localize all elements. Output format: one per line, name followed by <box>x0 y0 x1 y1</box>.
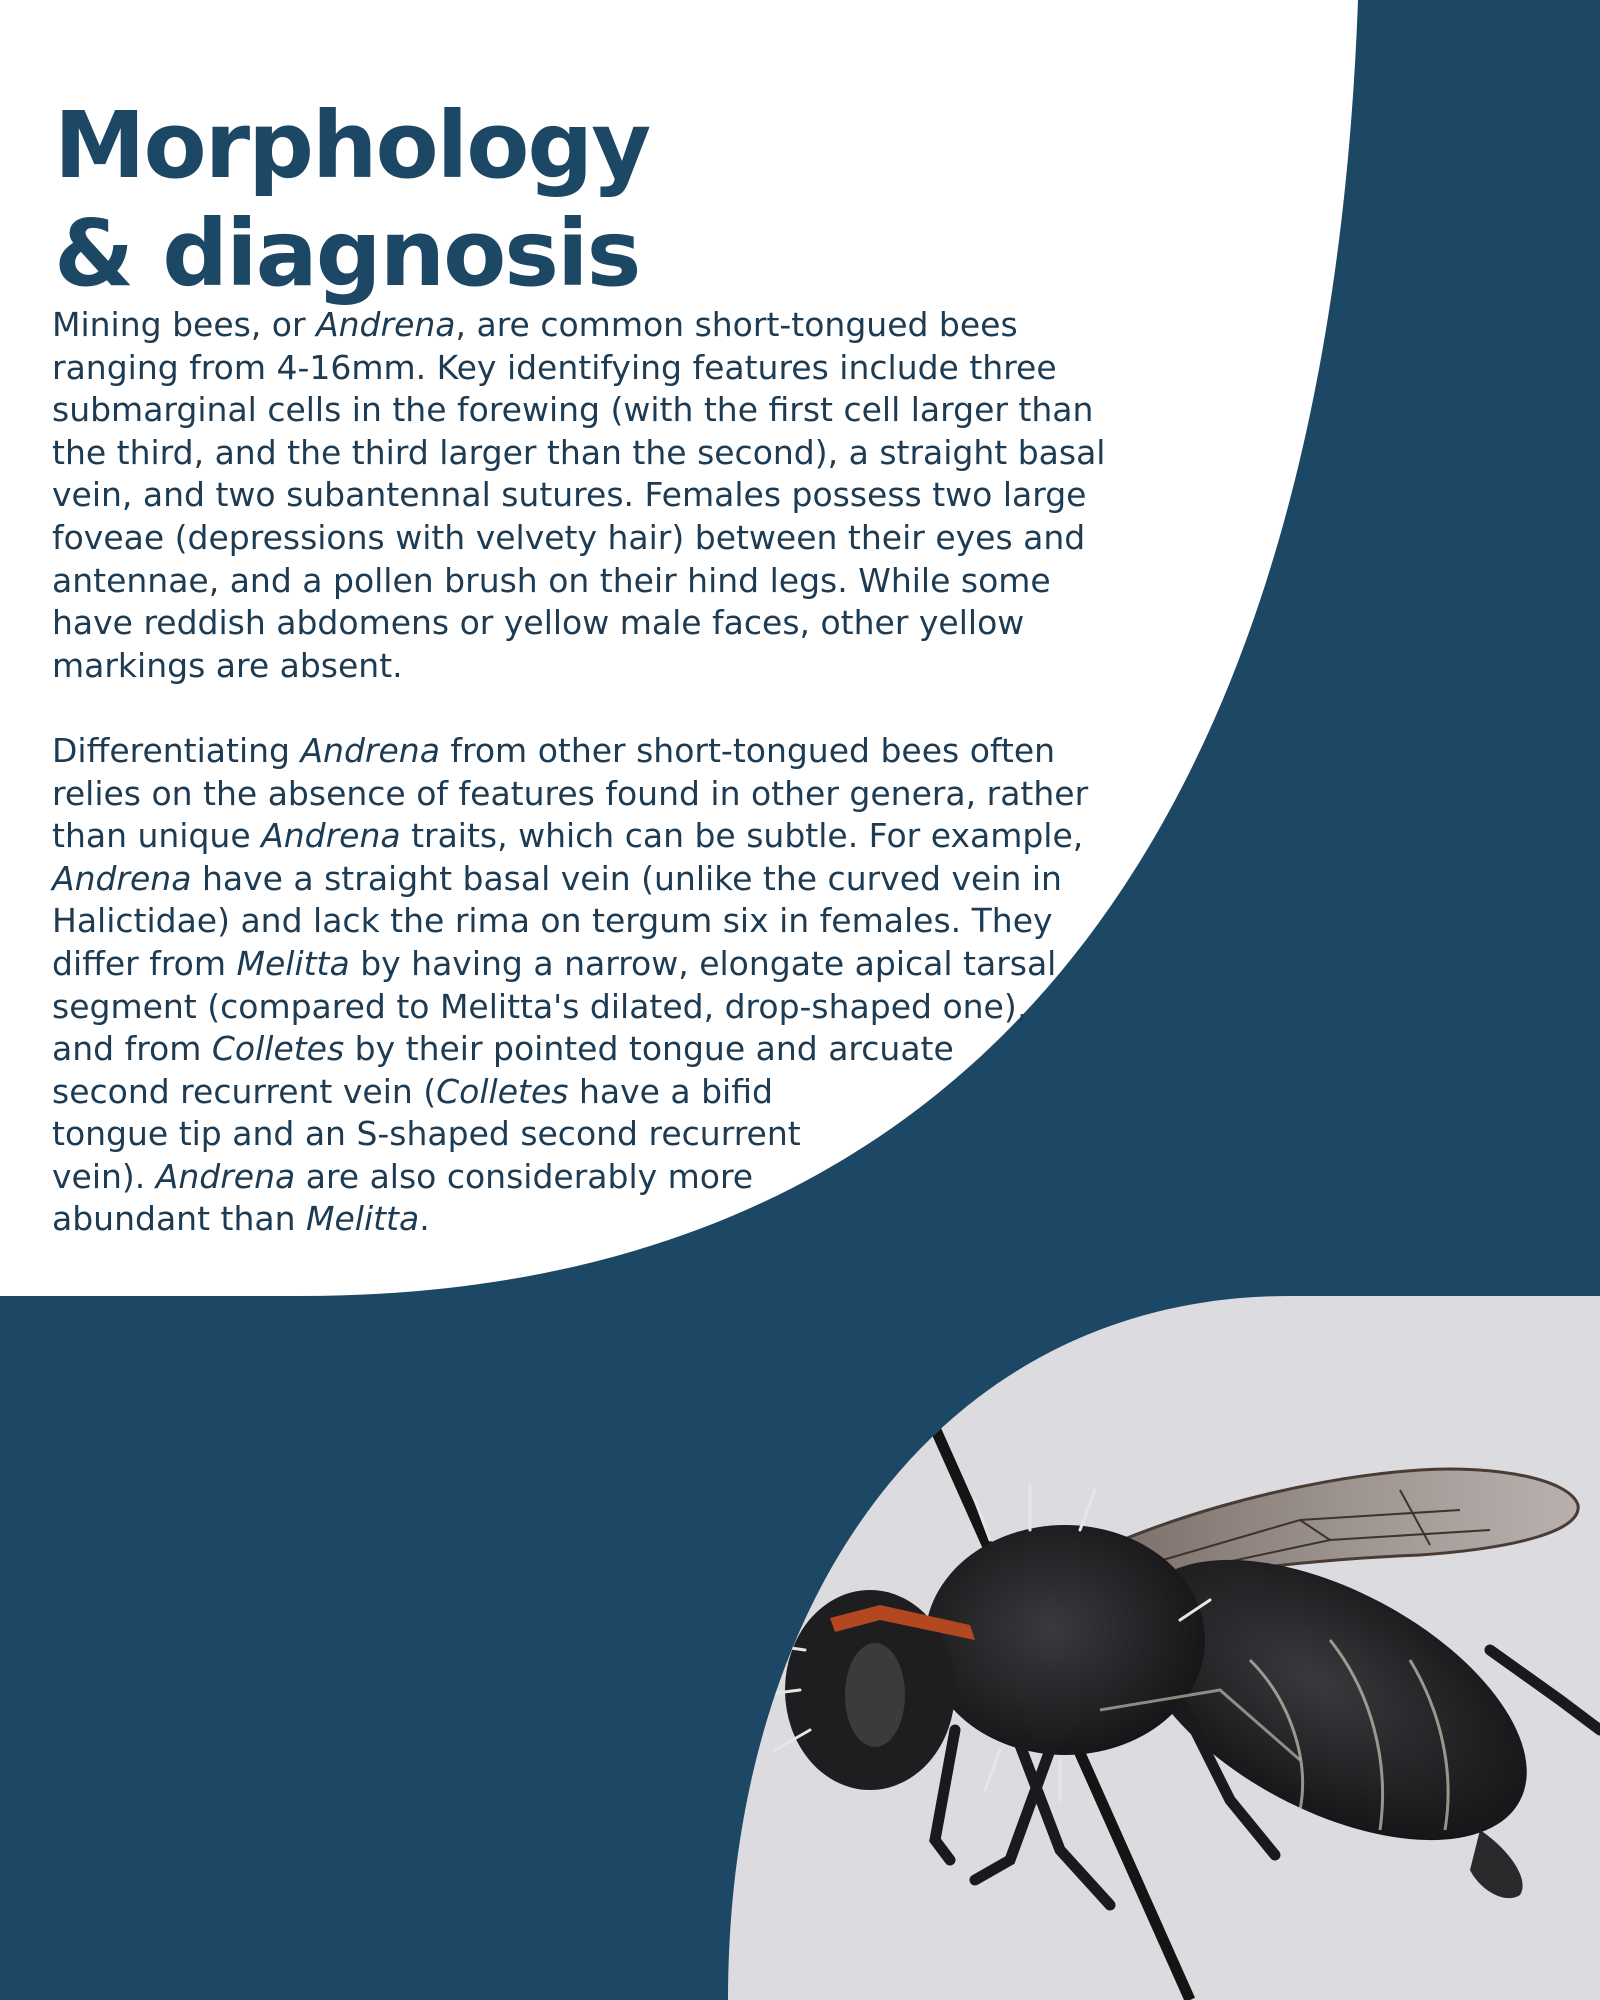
text-segment: Differentiating <box>52 730 301 770</box>
text-segment: second recurrent vein ( <box>52 1071 437 1111</box>
text-segment: ranging from 4-16mm. Key identifying features include three <box>52 347 1057 387</box>
bee-thorax <box>925 1525 1205 1755</box>
text-segment: , are common short-tongued bees <box>455 305 1018 344</box>
text-segment: tongue tip and an S-shaped second recurrent <box>52 1114 801 1154</box>
text-segment: have a bifid <box>568 1071 773 1111</box>
text-segment: vein, and two subantennal sutures. Females possess two large <box>52 475 1087 515</box>
text-segment: segment (compared to Melitta's dilated, drop-shaped one), <box>52 986 1028 1026</box>
title-line-1: Morphology <box>54 92 650 199</box>
text-segment: foveae (depressions with velvety hair) between their eyes and <box>52 517 1086 557</box>
bee-eye <box>845 1643 905 1747</box>
italic-genus-name: Colletes <box>211 1029 345 1069</box>
title-line-2: & diagnosis <box>54 200 640 307</box>
italic-genus-name: Melitta <box>236 943 350 983</box>
text-segment: from other short-tongued bees often <box>439 730 1056 770</box>
text-segment: by their pointed tongue and arcuate <box>344 1029 954 1069</box>
italic-genus-name: Andrena <box>300 730 440 770</box>
italic-genus-name: Andrena <box>155 1156 296 1196</box>
text-segment: submarginal cells in the forewing (with the first cell larger than <box>52 390 1094 430</box>
text-segment: than unique <box>52 816 262 856</box>
text-segment: abundant than <box>52 1199 306 1239</box>
text-segment: Mining bees, or <box>52 305 317 344</box>
text-segment: Halictidae) and lack the rima on tergum six in females. They <box>52 901 1053 941</box>
text-segment: have a straight basal vein (unlike the curved vein in <box>191 858 1062 898</box>
text-segment: markings are absent. <box>52 645 403 685</box>
text-segment: differ from <box>52 943 237 983</box>
italic-genus-name: Colletes <box>436 1071 569 1111</box>
text-segment: by having a narrow, elongate apical tarsal <box>349 943 1057 983</box>
text-segment: are also considerably more <box>295 1156 754 1196</box>
text-segment: vein). <box>52 1156 156 1196</box>
text-segment: . <box>419 1199 430 1239</box>
text-segment: have reddish abdomens or yellow male faces, other yellow <box>52 603 1025 643</box>
italic-genus-name: Andrena <box>261 816 401 856</box>
text-segment: and from <box>52 1029 212 1069</box>
text-segment: traits, which can be subtle. For example, <box>400 816 1084 856</box>
text-segment: antennae, and a pollen brush on their hind legs. While some <box>52 560 1051 600</box>
italic-genus-name: Melitta <box>306 1199 420 1239</box>
text-segment: relies on the absence of features found in other genera, rather <box>52 773 1089 813</box>
text-segment: the third, and the third larger than the second), a straight basal <box>52 432 1106 472</box>
italic-genus-name: Andrena <box>316 305 456 344</box>
italic-genus-name: Andrena <box>52 858 192 898</box>
